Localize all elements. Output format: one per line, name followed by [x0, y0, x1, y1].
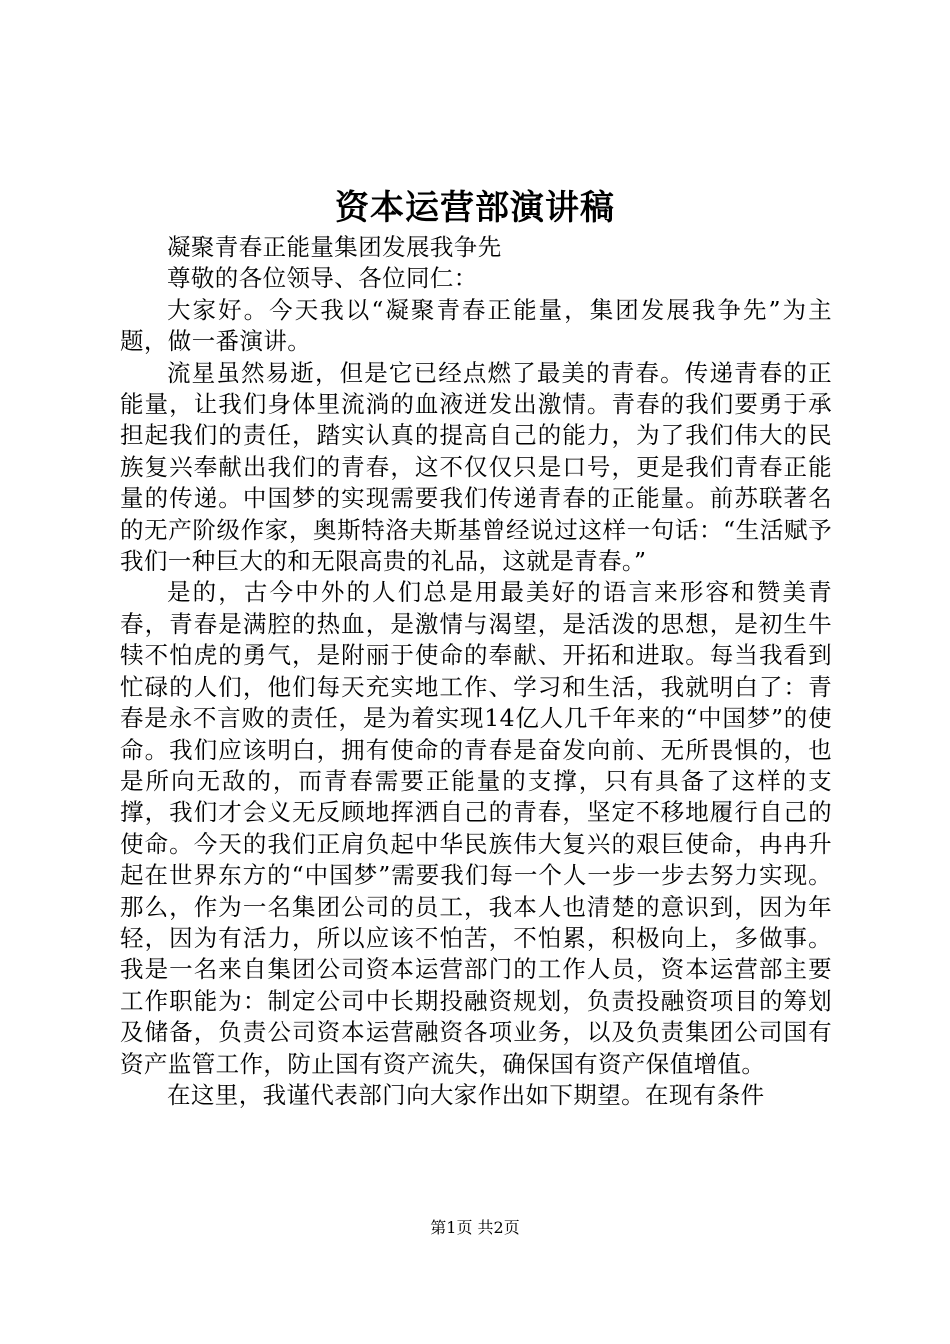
- paragraph-greeting: 大家好。今天我以“凝聚青春正能量，集团发展我争先”为主题，做一番演讲。: [120, 295, 832, 356]
- document-body: [120, 232, 832, 1111]
- paragraph-salutation: 尊敬的各位领导、各位同仁：: [167, 264, 478, 293]
- paragraph-body: 流星虽然易逝，但是它已经点燃了最美的青春。传递青春的正能量，让我们身体里流淌的血液迸发出激情。青春的我们要勇于承担起我们的责任，踏实认真的提高自己的能力，为了我们伟大的民族复兴奉献出我们的青春，这不仅仅只是口号，更是我们青春正能量的传递。中国梦的实现需要我们传递青春的正能量。前苏联著名的无产阶级作家，奥斯特洛夫斯基曾经说过这样一句话：“生活赋予我们一种巨大的和无限高贵的礼品，这就是青春。”: [120, 358, 832, 576]
- paragraph-subtitle: 凝聚青春正能量集团发展我争先: [167, 233, 502, 261]
- document-title: 资本运营部演讲稿: [335, 188, 615, 228]
- page-number: 第1页 共2页: [430, 1218, 520, 1237]
- paragraph-body: 在这里，我谨代表部门向大家作出如下期望。在现有条件: [167, 1080, 765, 1109]
- paragraph-body: 是的，古今中外的人们总是用最美好的语言来形容和赞美青春，青春是满腔的热血，是激情与渴望，是活泼的思想，是初生牛犊不怕虎的勇气，是附丽于使命的奉献、开拓和进取。每当我看到忙碌的人们，他们每天充实地工作、学习和生活，我就明白了：青春是永不言败的责任，是为着实现14亿人几千年来的“中国梦”的使命。我们应该明白，拥有使命的青春是奋发向前、无所畏惧的，也是所向无敌的，而青春需要正能量的支撑，只有具备了这样的支撑，我们才会义无反顾地挥洒自己的青春，坚定不移地履行自己的使命。今天的我们正肩负起中华民族伟大复兴的艰巨使命，冉冉升起在世界东方的“中国梦”需要我们每一个人一步一步去努力实现。那么，作为一名集团公司的员工，我本人也清楚的意识到，因为年轻，因为有活力，所以应该不怕苦，不怕累，积极向上，多做事。我是一名来自集团公司资本运营部门的工作人员，资本运营部主要工作职能为：制定公司中长期投融资规划，负责投融资项目的筹划及储备，负责公司资本运营融资各项业务，以及负责集团公司国有资产监管工作，防止国有资产流失，确保国有资产保值增值。: [120, 578, 832, 1078]
